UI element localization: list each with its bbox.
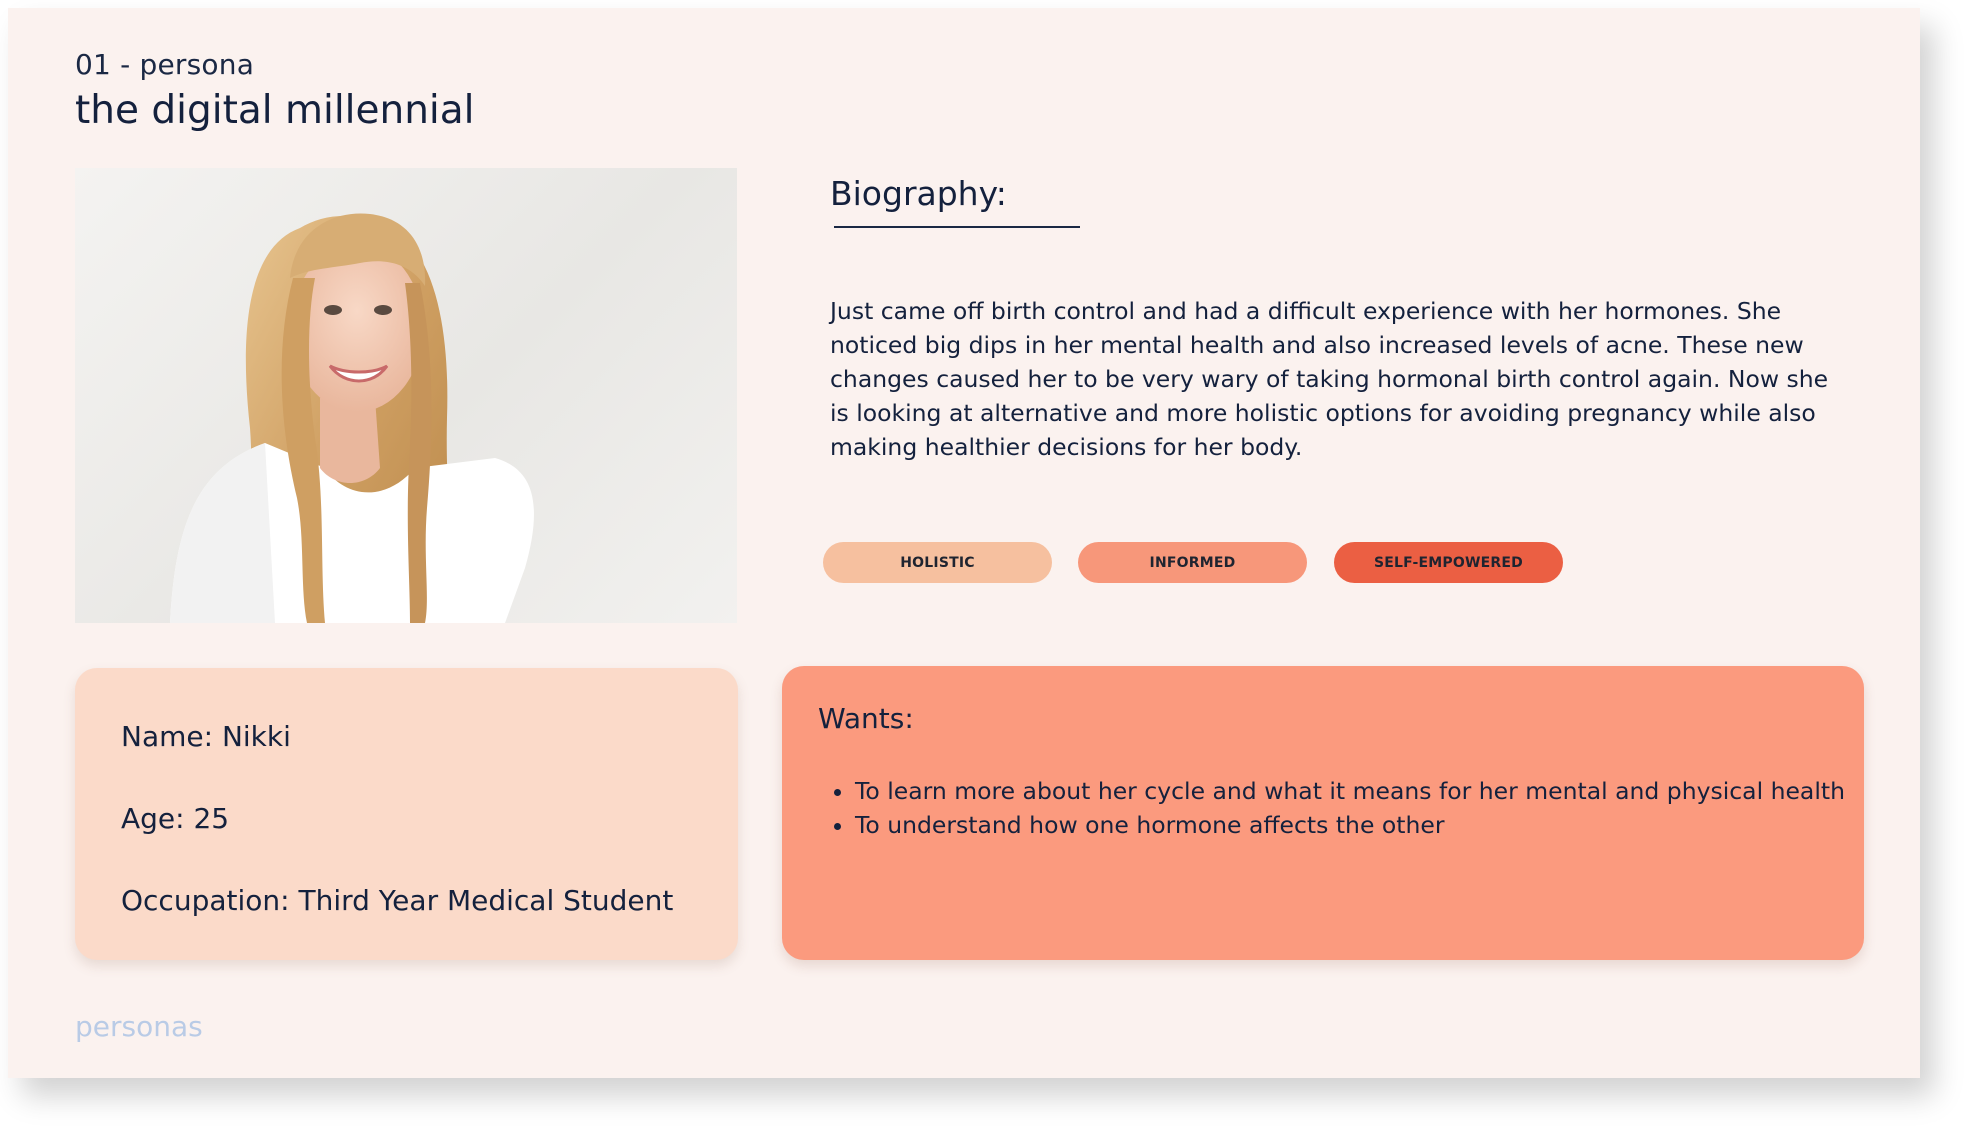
slide-title: the digital millennial — [75, 88, 475, 133]
slide-eyebrow: 01 - persona — [75, 48, 255, 81]
persona-name: Name: Nikki — [121, 720, 291, 753]
biography-heading: Biography: — [830, 174, 1007, 213]
tag-holistic: HOLISTIC — [823, 542, 1052, 583]
tag-self-empowered: SELF-EMPOWERED — [1334, 542, 1563, 583]
wants-card — [782, 666, 1864, 960]
wants-heading: Wants: — [818, 702, 914, 735]
persona-slide — [8, 8, 1920, 1078]
persona-photo-illustration — [75, 168, 737, 623]
biography-underline — [834, 226, 1080, 228]
persona-photo — [75, 168, 737, 623]
wants-list — [818, 774, 1845, 842]
wants-item: • To understand how one hormone affects the other — [855, 808, 1845, 842]
biography-text: Just came off birth control and had a difficult experience with her hormones. She noticed big dips in her mental health and also increased levels of acne. These new changes caused her to be very wary of taking hormonal birth control again. Now she is looking at alternative and more holistic options for avoiding pregnancy while also making healthier decisions for her body. — [830, 297, 1829, 461]
persona-age: Age: 25 — [121, 802, 230, 835]
persona-occupation: Occupation: Third Year Medical Student — [121, 884, 674, 917]
wants-item: • To learn more about her cycle and what it means for her mental and physical health — [855, 774, 1845, 808]
persona-info-card — [75, 668, 738, 960]
footer-label: personas — [75, 1010, 203, 1043]
tag-informed: INFORMED — [1078, 542, 1307, 583]
